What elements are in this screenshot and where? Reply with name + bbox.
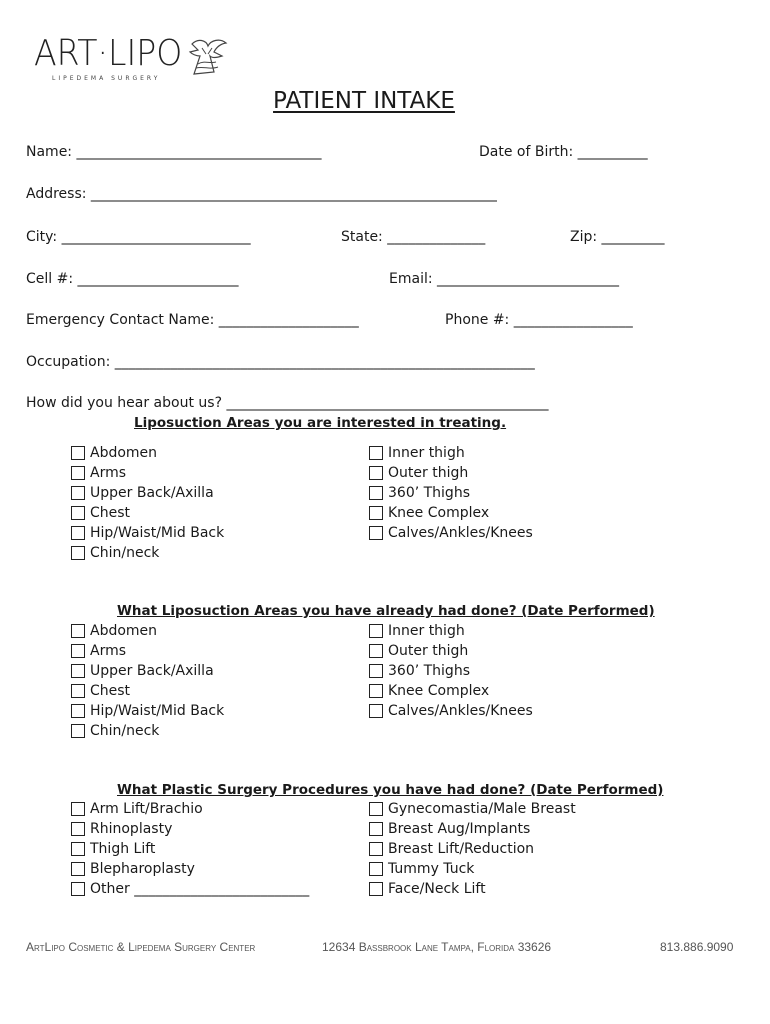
checkbox[interactable] (71, 724, 85, 738)
checkbox[interactable] (369, 882, 383, 896)
interested-left-list (71, 443, 224, 563)
checkbox[interactable] (369, 704, 383, 718)
checkbox[interactable] (71, 802, 85, 816)
checkbox-item[interactable]: Upper Back/Axilla (71, 661, 224, 681)
checkbox[interactable] (71, 664, 85, 678)
checkbox-item[interactable]: Chin/neck (71, 721, 224, 741)
checkbox-item[interactable]: Arm Lift/Brachio (71, 799, 309, 819)
checkbox-item[interactable]: Calves/Ankles/Knees (369, 701, 533, 721)
page-title: PATIENT INTAKE (273, 88, 455, 114)
checkbox[interactable] (71, 882, 85, 896)
logo-wordmark: ART·LIPO (34, 33, 183, 74)
checkbox-item[interactable]: Outer thigh (369, 641, 533, 661)
checkbox-item[interactable]: Chin/neck (71, 543, 224, 563)
checkbox[interactable] (369, 664, 383, 678)
checkbox-item[interactable]: Arms (71, 641, 224, 661)
checkbox[interactable] (71, 446, 85, 460)
plastic-right-list (369, 799, 576, 899)
artlipo-logo (34, 34, 234, 84)
interested-right-list (369, 443, 533, 543)
checkbox[interactable] (71, 822, 85, 836)
checkbox[interactable] (369, 644, 383, 658)
checkbox-item[interactable]: Hip/Waist/Mid Back (71, 523, 224, 543)
checkbox-item[interactable]: Thigh Lift (71, 839, 309, 859)
checkbox[interactable] (71, 526, 85, 540)
state-field[interactable]: State: ______________ (341, 229, 486, 245)
checkbox[interactable] (369, 862, 383, 876)
checkbox[interactable] (71, 546, 85, 560)
section-done-heading: What Liposuction Areas you have already had done? (Date Performed) (117, 603, 655, 619)
checkbox-item[interactable]: Inner thigh (369, 443, 533, 463)
occupation-field[interactable]: Occupation: ____________________________________________________________ (26, 354, 535, 370)
checkbox-item[interactable]: Chest (71, 503, 224, 523)
checkbox[interactable] (369, 822, 383, 836)
email-field[interactable]: Email: __________________________ (389, 271, 620, 287)
checkbox-item[interactable]: Other _________________________ (71, 879, 309, 899)
checkbox[interactable] (71, 842, 85, 856)
zip-field[interactable]: Zip: _________ (570, 229, 665, 245)
checkbox[interactable] (369, 466, 383, 480)
checkbox-item[interactable]: Breast Aug/Implants (369, 819, 576, 839)
checkbox-item[interactable]: Abdomen (71, 443, 224, 463)
cell-field[interactable]: Cell #: _______________________ (26, 271, 239, 287)
checkbox-item[interactable]: 360’ Thighs (369, 661, 533, 681)
checkbox[interactable] (369, 446, 383, 460)
checkbox-item[interactable]: Upper Back/Axilla (71, 483, 224, 503)
done-right-list (369, 621, 533, 721)
checkbox-item[interactable]: 360’ Thighs (369, 483, 533, 503)
checkbox-item[interactable]: Outer thigh (369, 463, 533, 483)
checkbox-item[interactable]: Hip/Waist/Mid Back (71, 701, 224, 721)
footer-company: ArtLipo Cosmetic & Lipedema Surgery Center (26, 940, 256, 954)
address-field[interactable]: Address: __________________________________________________________ (26, 186, 497, 202)
checkbox-item[interactable]: Abdomen (71, 621, 224, 641)
checkbox-item[interactable]: Calves/Ankles/Knees (369, 523, 533, 543)
checkbox[interactable] (71, 624, 85, 638)
checkbox-item[interactable]: Gynecomastia/Male Breast (369, 799, 576, 819)
name-field[interactable]: Name: ___________________________________ (26, 144, 322, 160)
checkbox-item[interactable]: Tummy Tuck (369, 859, 576, 879)
checkbox[interactable] (369, 624, 383, 638)
plastic-left-list (71, 799, 309, 899)
checkbox-item[interactable]: Knee Complex (369, 503, 533, 523)
checkbox-item[interactable]: Rhinoplasty (71, 819, 309, 839)
referral-field[interactable]: How did you hear about us? ______________________________________________ (26, 395, 549, 411)
done-left-list (71, 621, 224, 741)
checkbox-item[interactable]: Blepharoplasty (71, 859, 309, 879)
checkbox[interactable] (71, 466, 85, 480)
logo-emblem-icon (184, 34, 230, 80)
checkbox[interactable] (369, 802, 383, 816)
checkbox[interactable] (71, 704, 85, 718)
checkbox[interactable] (369, 486, 383, 500)
checkbox[interactable] (71, 684, 85, 698)
footer-address: 12634 Bassbrook Lane Tampa, Florida 33626 (322, 940, 552, 954)
checkbox-item[interactable]: Inner thigh (369, 621, 533, 641)
footer-phone: 813.886.9090 (660, 940, 734, 954)
checkbox[interactable] (369, 842, 383, 856)
checkbox-item[interactable]: Chest (71, 681, 224, 701)
section-plastic-heading: What Plastic Surgery Procedures you have had done? (Date Performed) (117, 782, 664, 798)
checkbox[interactable] (71, 644, 85, 658)
checkbox-item[interactable]: Knee Complex (369, 681, 533, 701)
checkbox[interactable] (71, 862, 85, 876)
phone-field[interactable]: Phone #: _________________ (445, 312, 633, 328)
checkbox[interactable] (369, 526, 383, 540)
emergency-contact-field[interactable]: Emergency Contact Name: ____________________ (26, 312, 359, 328)
section-interested-heading: Liposuction Areas you are interested in treating. (134, 415, 507, 431)
city-field[interactable]: City: ___________________________ (26, 229, 251, 245)
checkbox-item[interactable]: Arms (71, 463, 224, 483)
checkbox[interactable] (71, 506, 85, 520)
checkbox-item[interactable]: Face/Neck Lift (369, 879, 576, 899)
checkbox-item[interactable]: Breast Lift/Reduction (369, 839, 576, 859)
checkbox[interactable] (369, 506, 383, 520)
checkbox[interactable] (71, 486, 85, 500)
dob-field[interactable]: Date of Birth: __________ (479, 144, 648, 160)
checkbox[interactable] (369, 684, 383, 698)
logo-tagline: LIPEDEMA SURGERY (52, 75, 161, 82)
